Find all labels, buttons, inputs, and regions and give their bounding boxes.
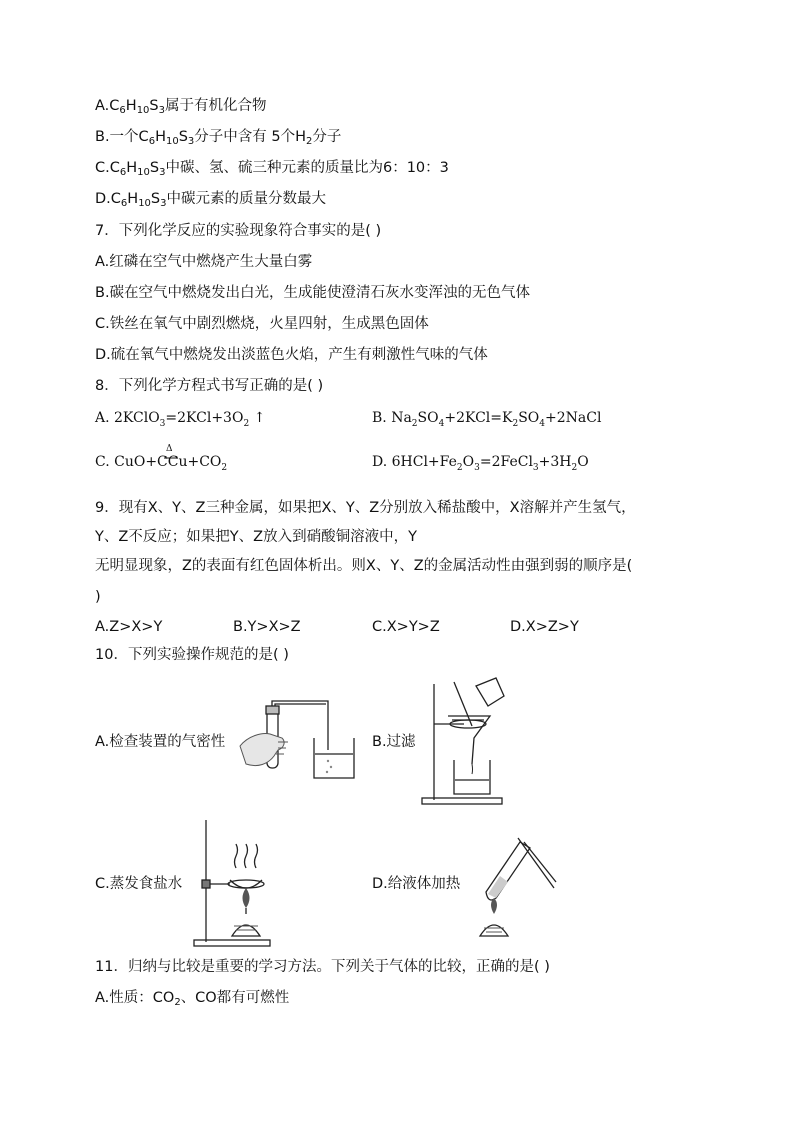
q7-option-b: B.碳在空气中燃烧发出白光，生成能使澄清石灰水变浑浊的无色气体 [95, 285, 531, 301]
q7-option-c: C.铁丝在氧气中剧烈燃烧，火星四射，生成黑色固体 [95, 316, 429, 332]
q11-stem: 11．归纳与比较是重要的学习方法。下列关于气体的比较，正确的是( ) [95, 959, 550, 975]
q6-option-d: $D.C_6H_{10}S_3$中碳元素的质量分数最大 [95, 191, 327, 209]
q10-option-a: A.检查装置的气密性 [95, 734, 226, 750]
q10-option-d: D.给液体加热 [372, 876, 461, 892]
q10-option-b: B.过滤 [372, 734, 416, 750]
q9-option-b: B.Y>X>Z [233, 619, 301, 635]
q6-option-a: $A.C_6H_{10}S_3$属于有机化合物 [95, 98, 267, 116]
q9-stem-line4: ) [95, 589, 101, 605]
q10-option-c: C.蒸发食盐水 [95, 876, 183, 892]
q6-option-c: $C.C_6H_{10}S_3$中碳、氢、硫三种元素的质量比为6：10：3 [95, 160, 449, 178]
q8-option-a: A. $2KClO_3=2KCl+3O_2$ ↑ [95, 410, 266, 429]
q9-stem-line2: Y、Z不反应；如果把Y、Z放入到硝酸铜溶液中，Y [95, 529, 417, 545]
q7-stem: 7．下列化学反应的实验现象符合事实的是( ) [95, 223, 382, 239]
q9-option-c: C.X>Y>Z [372, 619, 440, 635]
heating-delta-symbol: Δ [166, 444, 173, 454]
heating-liquid-figure [470, 832, 560, 942]
q7-option-d: D.硫在氧气中燃烧发出淡蓝色火焰，产生有刺激性气味的气体 [95, 347, 488, 363]
q9-option-a: A.Z>X>Y [95, 619, 163, 635]
q9-option-d: D.X>Z>Y [510, 619, 579, 635]
reaction-condition-line [164, 456, 178, 460]
q11-option-a: A.性质：$CO_2$、CO都有可燃性 [95, 990, 290, 1008]
q8-option-d: D. $6HCl+Fe_2O_3=2FeCl_3+3H_2O$ [372, 454, 589, 473]
q9-stem-line3: 无明显现象，Z的表面有红色固体析出。则X、Y、Z的金属活动性由强到弱的顺序是( [95, 558, 633, 574]
airtightness-check-figure [238, 698, 373, 783]
q6-option-b: B.一个$C_6H_{10}S_3$分子中含有 5个$H_2$分子 [95, 129, 342, 147]
q8-option-b: B. $Na_2SO_4+2KCl=K_2SO_4+2NaCl$ [372, 410, 602, 429]
q10-stem: 10．下列实验操作规范的是( ) [95, 647, 289, 663]
q7-option-a: A.红磷在空气中燃烧产生大量白雾 [95, 254, 313, 270]
q9-stem-line1: 9．现有X、Y、Z三种金属，如果把X、Y、Z分别放入稀盐酸中，X溶解并产生氢气， [95, 500, 636, 516]
evaporation-figure [192, 818, 282, 948]
filtration-figure [418, 676, 510, 806]
q8-option-c: C. $CuO+CCu+CO_2$ [95, 454, 228, 473]
q8-stem: 8．下列化学方程式书写正确的是( ) [95, 378, 324, 394]
